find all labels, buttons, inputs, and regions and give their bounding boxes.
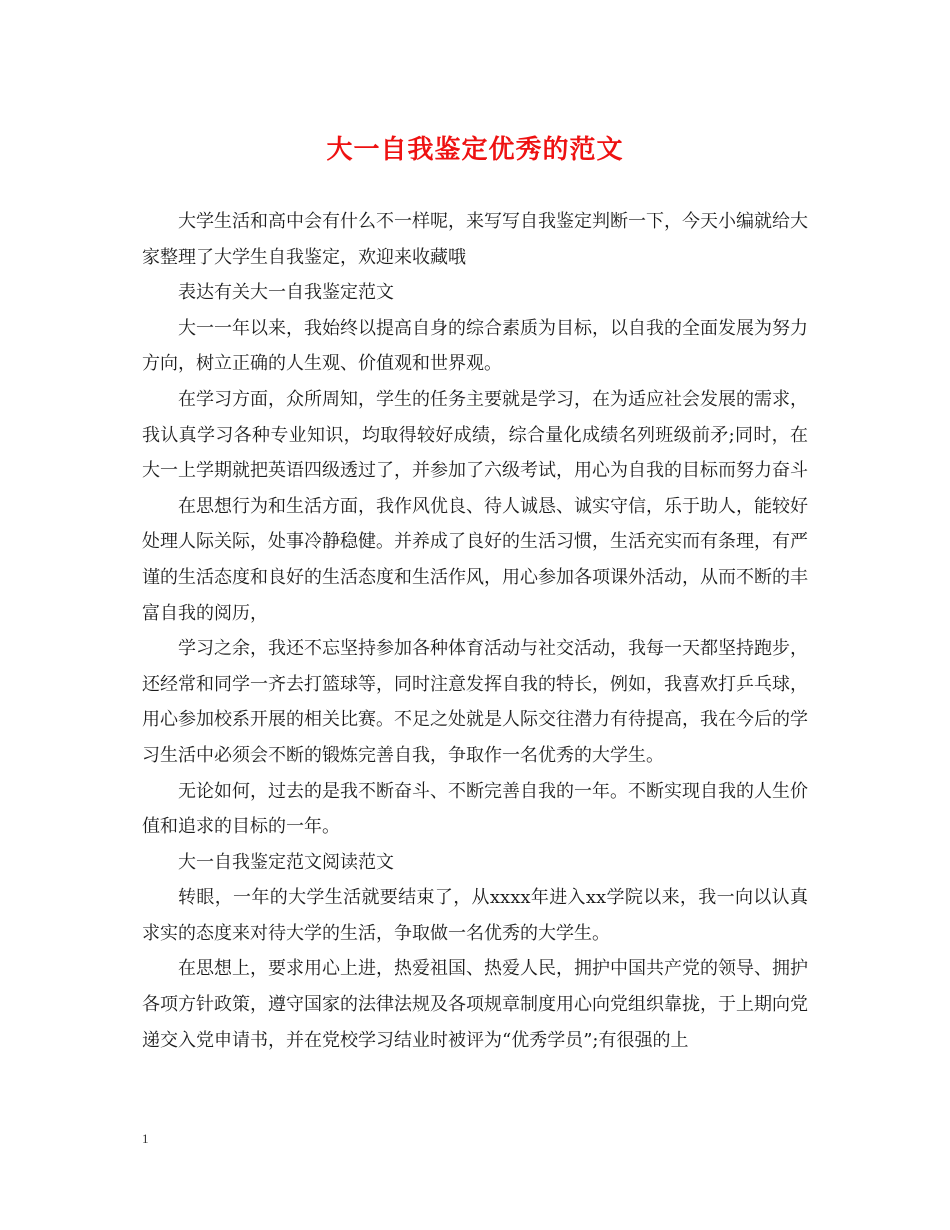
paragraph: 大一一年以来，我始终以提高自身的综合素质为目标，以自我的全面发展为努力方向，树立正确的人生观、价值观和世界观。 <box>142 317 808 375</box>
paragraph: 在思想上，要求用心上进，热爱祖国、热爱人民，拥护中国共产党的领导、拥护各项方针政策，遵守国家的法律法规及各项规章制度用心向党组织靠拢，于上期向党递交入党申请书，并在党校学习结业时被评为“优秀学员”;有很强的上 <box>142 958 808 1051</box>
paragraph: 学习之余，我还不忘坚持参加各种体育活动与社交活动，我每一天都坚持跑步，还经常和同学一齐去打篮球等，同时注意发挥自我的特长，例如，我喜欢打乒乓球，用心参加校系开展的相关比赛。不足之处就是人际交往潜力有待提高，我在今后的学习生活中必须会不断的锻炼完善自我，争取作一名优秀的大学生。 <box>142 638 808 766</box>
paragraph: 在学习方面，众所周知，学生的任务主要就是学习，在为适应社会发展的需求，我认真学习各种专业知识，均取得较好成绩，综合量化成绩名列班级前矛;同时，在大一上学期就把英语四级透过了，并参加了六级考试，用心为自我的目标而努力奋斗 <box>142 388 808 482</box>
paragraph: 转眼，一年的大学生活就要结束了，从xxxx年进入xx学院以来，我一向以认真求实的态度来对待大学的生活，争取做一名优秀的大学生。 <box>142 887 808 944</box>
paragraph: 无论如何，过去的是我不断奋斗、不断完善自我的一年。不断实现自我的人生价值和追求的目标的一年。 <box>142 780 808 838</box>
page-number: 1 <box>142 1131 149 1146</box>
section-heading-1: 表达有关大一自我鉴定范文 <box>178 282 394 304</box>
paragraph: 在思想行为和生活方面，我作风优良、待人诚恳、诚实守信，乐于助人，能较好处理人际关际，处事冷静稳健。并养成了良好的生活习惯，生活充实而有条理，有严谨的生活态度和良好的生活态度和生活作风，用心参加各项课外活动，从而不断的丰富自我的阅历， <box>142 495 808 624</box>
paragraph-intro: 大学生活和高中会有什么不一样呢，来写写自我鉴定判断一下，今天小编就给大家整理了大学生自我鉴定，欢迎来收藏哦 <box>142 211 808 268</box>
document-title: 大一自我鉴定优秀的范文 <box>326 135 624 165</box>
section-heading-2: 大一自我鉴定范文阅读范文 <box>178 851 394 873</box>
document-body <box>142 204 808 1058</box>
